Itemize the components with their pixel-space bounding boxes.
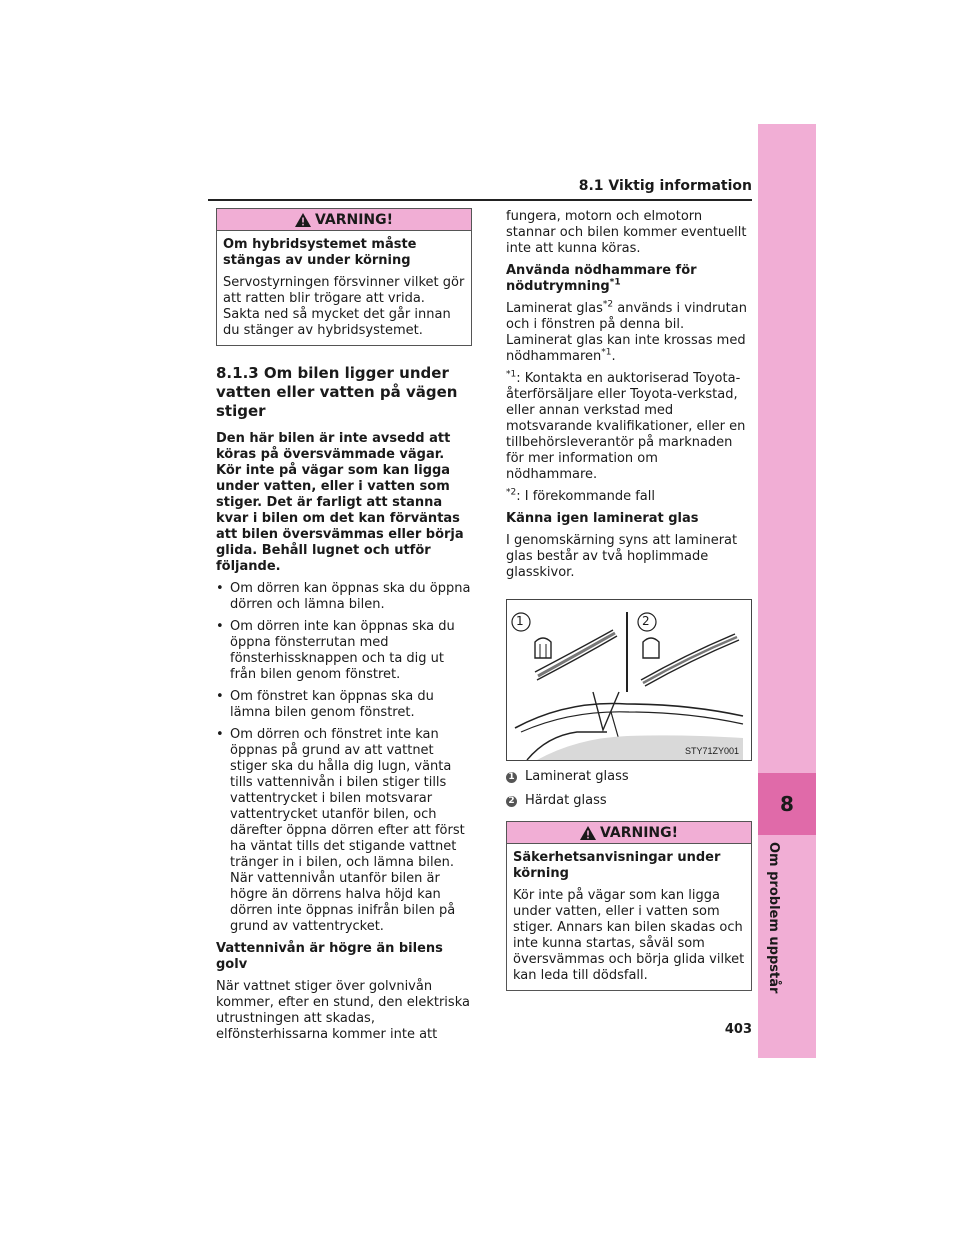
legend-text: Laminerat glass (525, 769, 629, 784)
warning-heading: Säkerhetsanvisningar under körning (513, 850, 721, 881)
list-item: • Om dörren inte kan öppnas ska du öppna fönsterrutan med fönsterhissknappen och ta dig ut från bilen genom fönstret. (216, 619, 455, 682)
warning-text: Kör inte på vägar som kan ligga under vatten, eller i vatten som stiger. Annars kan bilen skadas och inte kunna startas, såväl som översvämmas och börja glida vilket kan leda till dödsfall. (513, 888, 745, 983)
figure-callout-1: 1 (516, 614, 524, 628)
section-intro: Den här bilen är inte avsedd att köras på översvämmade vägar. Kör inte på vägar som kan ligga under vatten, eller i vatten som stiger. Det är farligt att stanna kvar i bilen om det kan förväntas att bilen översvämmas eller börja glida. Behåll lugnet och utför följande. (216, 431, 464, 574)
chapter-label: Om problem uppstår (766, 842, 781, 994)
section-header: 8.1 Viktig information (578, 178, 752, 194)
warning-box-hybrid (216, 208, 472, 346)
hammer-heading: Använda nödhammare för nödutrymning$^{*1}$ (506, 263, 697, 294)
legend-text: Härdat glass (525, 793, 607, 808)
continued-text: fungera, motorn och elmotorn stannar och bilen kommer eventuellt inte att kunna köras. (506, 209, 747, 256)
legend-number: 1 (506, 772, 517, 783)
legend-item (506, 793, 752, 809)
chapter-number: 8 (758, 773, 816, 835)
warning-box-driving (506, 821, 752, 991)
figure-callout-2: 2 (642, 614, 650, 628)
warning-icon (580, 826, 596, 840)
warning-title: VARNING! (599, 824, 679, 841)
glass-illustration (506, 599, 752, 761)
list-item: • Om fönstret kan öppnas ska du lämna bilen genom fönstret. (216, 689, 434, 720)
legend-item (506, 769, 752, 785)
left-column (216, 208, 472, 1049)
warning-icon (295, 213, 311, 227)
list-item: • Om dörren kan öppnas ska du öppna dörren och lämna bilen. (216, 581, 471, 612)
page-number: 403 (724, 1022, 752, 1037)
subheading-water-level: Vattennivån är högre än bilens golv (216, 941, 443, 972)
warning-header (507, 822, 751, 844)
warning-title: VARNING! (314, 211, 394, 228)
right-column (506, 209, 752, 991)
list-item: • Om dörren och fönstret inte kan öppnas på grund av att vattnet stiger ska du hålla dig lugn, vänta tills vattennivån i bilen stiger tills vattentrycket i bilen motsvarar vattentrycket utanför bilen, och därefter öppna dörren efter att först ha väntat tills det stigande vattnet tränger in i bilen, och lämna bilen. När vattennivån utanför bilen är högre än dörrens halva höjd kan dörren inte öppnas inifrån bilen på grund av vattentrycket. (216, 727, 465, 934)
hammer-text: Laminerat glas$^{*2}$ används i vindrutan och i fönstren på denna bil. Laminerat glas kan inte krossas med nödhammaren$^{*1}$. (506, 299, 747, 364)
warning-text: Servostyrningen försvinner vilket gör att ratten blir trögare att vrida. Sakta ned så mycket det går innan du stänger av hybridsystemet. (223, 275, 465, 338)
header-rule (208, 199, 752, 201)
warning-heading: Om hybridsystemet måste stängas av under körning (223, 237, 417, 268)
chapter-label-wrap (766, 842, 790, 994)
glass-heading: Känna igen laminerat glas (506, 511, 699, 526)
section-title: 8.1.3 Om bilen ligger under vatten eller vatten på vägen stiger (216, 364, 458, 420)
figure-code: STY71ZY001 (684, 746, 739, 756)
footnote-2: $^{*2}$: I förekommande fall (506, 487, 656, 504)
glass-text: I genomskärning syns att laminerat glas består av två hoplimmade glasskivor. (506, 533, 738, 580)
water-level-text: När vattnet stiger över golvnivån kommer, efter en stund, den elektriska utrustningen att skadas, elfönsterhissarna kommer inte att (216, 979, 470, 1042)
footnote-1: $^{*1}$: Kontakta en auktoriserad Toyota-återförsäljare eller Toyota-verkstad, eller annan verkstad med motsvarande kvalifikationer, eller en tillbehörsleverantör på marknaden för mer information om nödhammare. (506, 369, 746, 482)
glass-cross-section-drawing (507, 600, 751, 760)
legend-number: 2 (506, 796, 517, 807)
warning-header (217, 209, 471, 231)
